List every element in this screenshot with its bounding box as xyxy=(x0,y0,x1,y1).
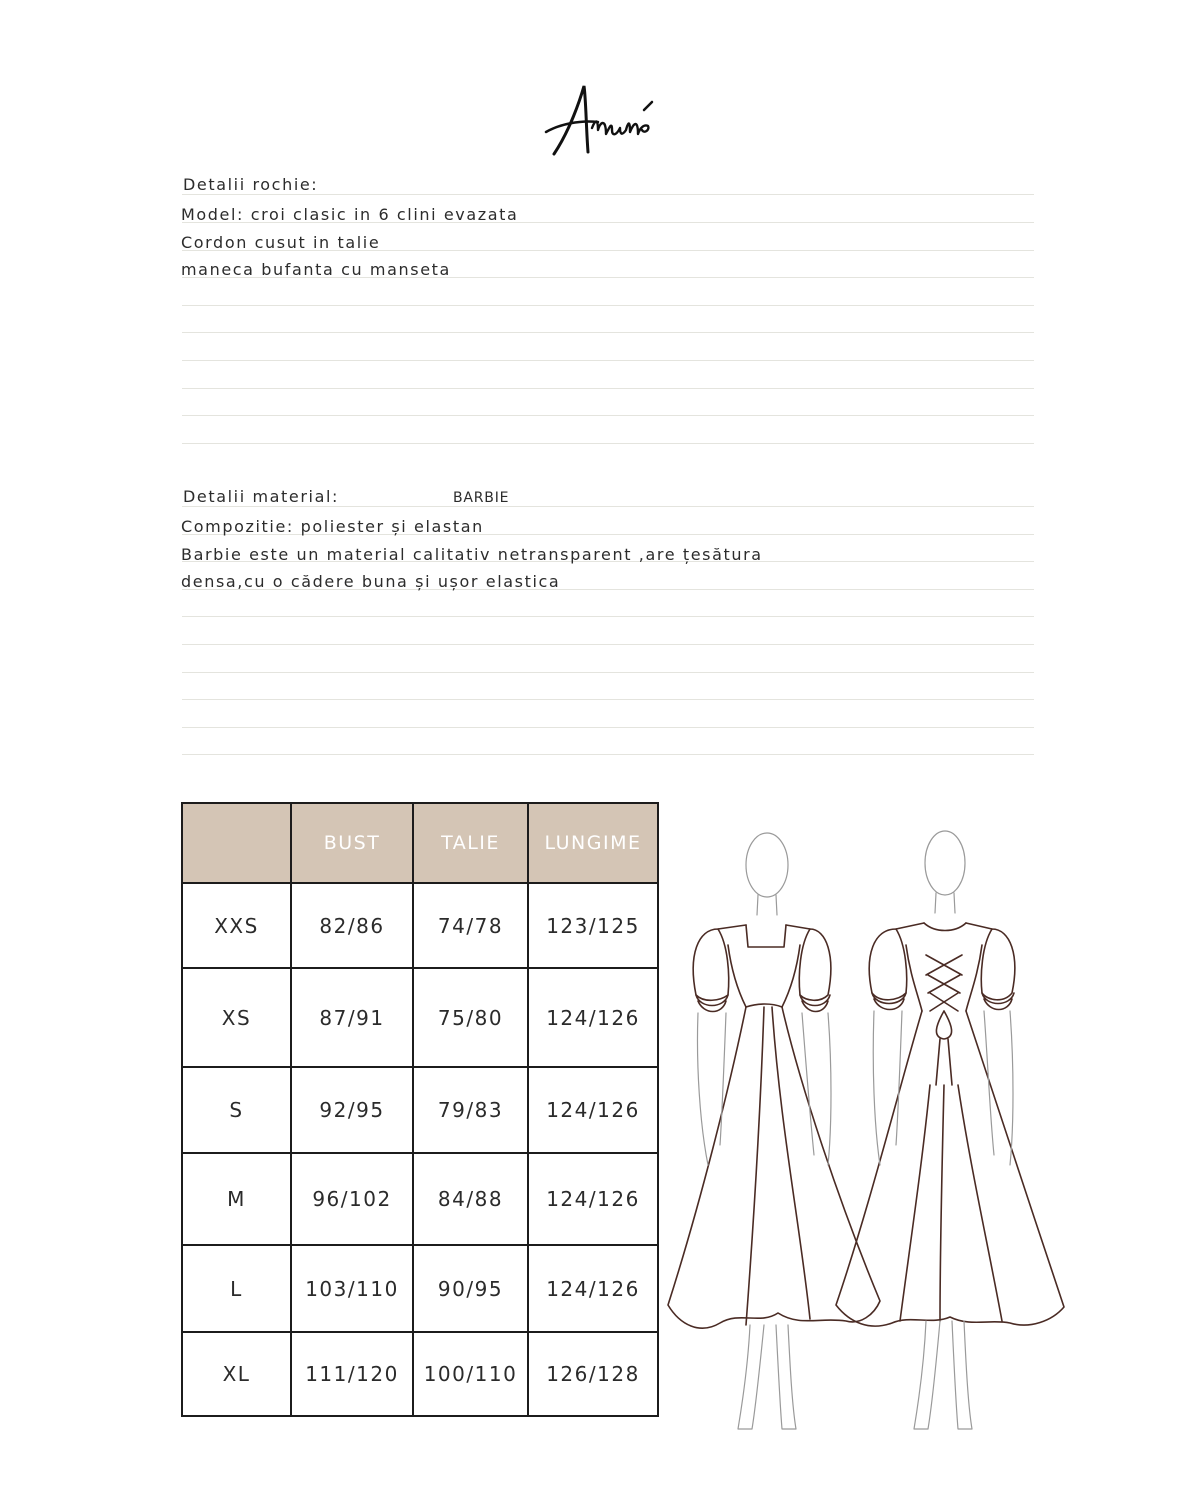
ruled-line xyxy=(182,194,1034,195)
table-cell: 126/128 xyxy=(528,1332,658,1416)
ruled-line xyxy=(182,360,1034,361)
table-row xyxy=(182,968,658,1067)
table-row xyxy=(182,883,658,968)
table-cell: 82/86 xyxy=(291,883,413,968)
size-table-header-cell: LUNGIME xyxy=(528,803,658,883)
ruled-line xyxy=(182,616,1034,617)
dress-detail-line: maneca bufanta cu manseta xyxy=(181,260,451,279)
table-row xyxy=(182,1153,658,1245)
ruled-line xyxy=(182,672,1034,673)
table-row xyxy=(182,1332,658,1416)
ruled-line xyxy=(182,754,1034,755)
material-name: BARBIE xyxy=(453,490,510,506)
table-cell: 90/95 xyxy=(413,1245,528,1332)
ruled-line xyxy=(182,388,1034,389)
dress-detail-line: Cordon cusut in talie xyxy=(181,233,381,252)
ruled-line xyxy=(182,699,1034,700)
table-cell: 111/120 xyxy=(291,1332,413,1416)
ruled-line xyxy=(182,415,1034,416)
size-label: XXS xyxy=(182,883,291,968)
material-detail-line: Barbie este un material calitativ netransparent ,are țesătura xyxy=(181,545,763,564)
table-row xyxy=(182,1245,658,1332)
front-view-figure xyxy=(668,833,880,1429)
ruled-line xyxy=(182,727,1034,728)
table-cell: 74/78 xyxy=(413,883,528,968)
table-cell: 92/95 xyxy=(291,1067,413,1153)
back-view-figure xyxy=(836,831,1064,1429)
size-label: L xyxy=(182,1245,291,1332)
brand-logo xyxy=(540,70,670,170)
table-cell: 87/91 xyxy=(291,968,413,1067)
table-cell: 124/126 xyxy=(528,1153,658,1245)
table-row xyxy=(182,1067,658,1153)
table-cell: 75/80 xyxy=(413,968,528,1067)
table-cell: 84/88 xyxy=(413,1153,528,1245)
material-detail-line: Compozitie: poliester și elastan xyxy=(181,517,484,536)
size-label: M xyxy=(182,1153,291,1245)
table-cell: 100/110 xyxy=(413,1332,528,1416)
dress-sketch-illustration xyxy=(660,825,1075,1435)
material-details-heading: Detalii material: xyxy=(183,487,340,506)
ruled-line xyxy=(182,443,1034,444)
dress-detail-line: Model: croi clasic in 6 clini evazata xyxy=(181,205,519,224)
size-table xyxy=(181,802,659,1417)
size-table-header-cell: TALIE xyxy=(413,803,528,883)
ruled-line xyxy=(182,332,1034,333)
table-cell: 79/83 xyxy=(413,1067,528,1153)
table-cell: 124/126 xyxy=(528,1245,658,1332)
material-detail-line: densa,cu o cădere buna și ușor elastica xyxy=(181,572,561,591)
size-label: XL xyxy=(182,1332,291,1416)
ruled-line xyxy=(182,644,1034,645)
table-cell: 123/125 xyxy=(528,883,658,968)
size-table-header xyxy=(182,803,658,883)
ruled-line xyxy=(182,506,1034,507)
ruled-line xyxy=(182,305,1034,306)
dress-details-heading: Detalii rochie: xyxy=(183,175,319,194)
table-cell: 103/110 xyxy=(291,1245,413,1332)
size-label: S xyxy=(182,1067,291,1153)
table-cell: 96/102 xyxy=(291,1153,413,1245)
size-table-header-cell: BUST xyxy=(291,803,413,883)
size-table-header-cell xyxy=(182,803,291,883)
table-cell: 124/126 xyxy=(528,1067,658,1153)
table-cell: 124/126 xyxy=(528,968,658,1067)
size-label: XS xyxy=(182,968,291,1067)
